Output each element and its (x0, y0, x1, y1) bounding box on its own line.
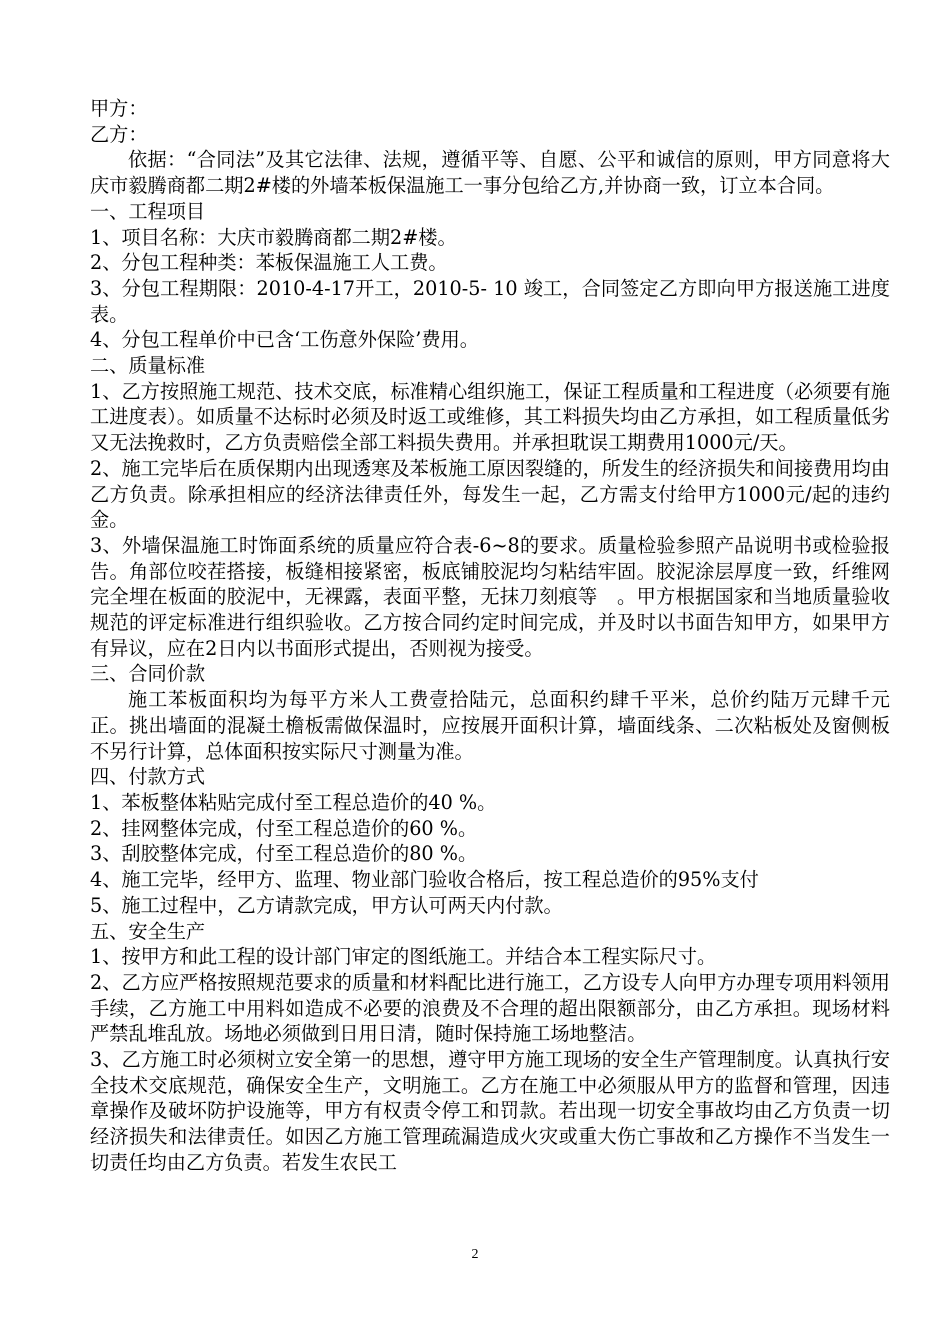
preamble-paragraph: 依据：“合同法”及其它法律、法规，遵循平等、自愿、公平和诚信的原则，甲方同意将大庆市毅腾商都二期2#楼的外墙苯板保温施工一事分包给乙方,并协商一致，订立本合同。 (90, 148, 890, 198)
project-item-1: 1、项目名称：大庆市毅腾商都二期2#楼。 (90, 225, 457, 249)
section-heading-project: 一、工程项目 (90, 199, 206, 223)
payment-item-5: 5、施工过程中，乙方请款完成，甲方认可两天内付款。 (90, 893, 563, 917)
project-item-3: 3、分包工程期限：2010-4-17开工，2010-5- 10 竣工，合同签定乙方即向甲方报送施工进度表。 (90, 276, 890, 326)
payment-item-4: 4、施工完毕，经甲方、监理、物业部门验收合格后，按工程总造价的95%支付 (90, 868, 759, 892)
party-a-line: 甲方： (90, 97, 148, 120)
contract-page-body (90, 96, 890, 1176)
section-heading-quality: 二、质量标准 (90, 354, 206, 378)
price-paragraph: 施工苯板面积均为每平方米人工费壹拾陆元，总面积约肆千平米，总价约陆万元肆千元正。挑出墙面的混凝土檐板需做保温时，应按展开面积计算，墙面线条、二次粘板处及窗侧板不另行计算，总体面积按实际尺寸测量为准。 (90, 688, 890, 763)
safety-item-2: 2、乙方应严格按照规范要求的质量和材料配比进行施工，乙方设专人向甲方办理专项用料领用手续，乙方施工中用料如造成不必要的浪费及不合理的超出限额部分，由乙方承担。现场材料严禁乱堆乱放。场地必须做到日用日清，随时保持施工场地整洁。 (90, 970, 890, 1046)
project-item-2: 2、分包工程种类：苯板保温施工人工费。 (90, 251, 448, 275)
safety-item-1: 1、按甲方和此工程的设计部门审定的图纸施工。并结合本工程实际尺寸。 (90, 945, 717, 969)
payment-item-2: 2、挂网整体完成，付至工程总造价的60 %。 (90, 816, 478, 840)
project-item-4: 4、分包工程单价中已含‘工伤意外保险’费用。 (90, 328, 479, 352)
quality-item-2: 2、施工完毕后在质保期内出现透寒及苯板施工原因裂缝的，所发生的经济损失和间接费用均由乙方负责。除承担相应的经济法律责任外，每发生一起，乙方需支付给甲方1000元/起的违约金。 (90, 456, 890, 532)
section-heading-price: 三、合同价款 (90, 662, 206, 686)
payment-item-1: 1、苯板整体粘贴完成付至工程总造价的40 %。 (90, 790, 497, 814)
safety-item-3: 3、乙方施工时必须树立安全第一的思想，遵守甲方施工现场的安全生产管理制度。认真执行安全技术交底规范，确保安全生产，文明施工。乙方在施工中必须服从甲方的监督和管理，因违章操作及破坏防护设施等，甲方有权责令停工和罚款。若出现一切安全事故均由乙方负责一切经济损失和法律责任。如因乙方施工管理疏漏造成火灾或重大伤亡事故和乙方操作不当发生一切责任均由乙方负责。若发生农民工 (90, 1048, 890, 1174)
section-heading-safety: 五、安全生产 (90, 919, 206, 943)
quality-item-3: 3、外墙保温施工时饰面系统的质量应符合表-6~8的要求。质量检验参照产品说明书或检验报告。角部位咬茬搭接，板缝相接紧密，板底铺胶泥均匀粘结牢固。胶泥涂层厚度一致，纤维网完全埋在板面的胶泥中，无裸露，表面平整，无抹刀刻痕等 。甲方根据国家和当地质量验收规范的评定标准进行组织验收。乙方按合同约定时间完成，并及时以书面告知甲方，如果甲方有异议，应在2日内以书面形式提出，否则视为接受。 (90, 533, 890, 660)
party-b-line: 乙方： (90, 122, 148, 146)
quality-item-1: 1、乙方按照施工规范、技术交底，标准精心组织施工，保证工程质量和工程进度（必须要有施工进度表）。如质量不达标时必须及时返工或维修，其工料损失均由乙方承担，如工程质量低劣又无法挽救时，乙方负责赔偿全部工料损失费用。并承担耽误工期费用1000元/天。 (90, 379, 890, 455)
section-heading-payment: 四、付款方式 (90, 765, 206, 789)
payment-item-3: 3、刮胶整体完成，付至工程总造价的80 %。 (90, 842, 478, 866)
page-number: 2 (471, 1247, 479, 1262)
